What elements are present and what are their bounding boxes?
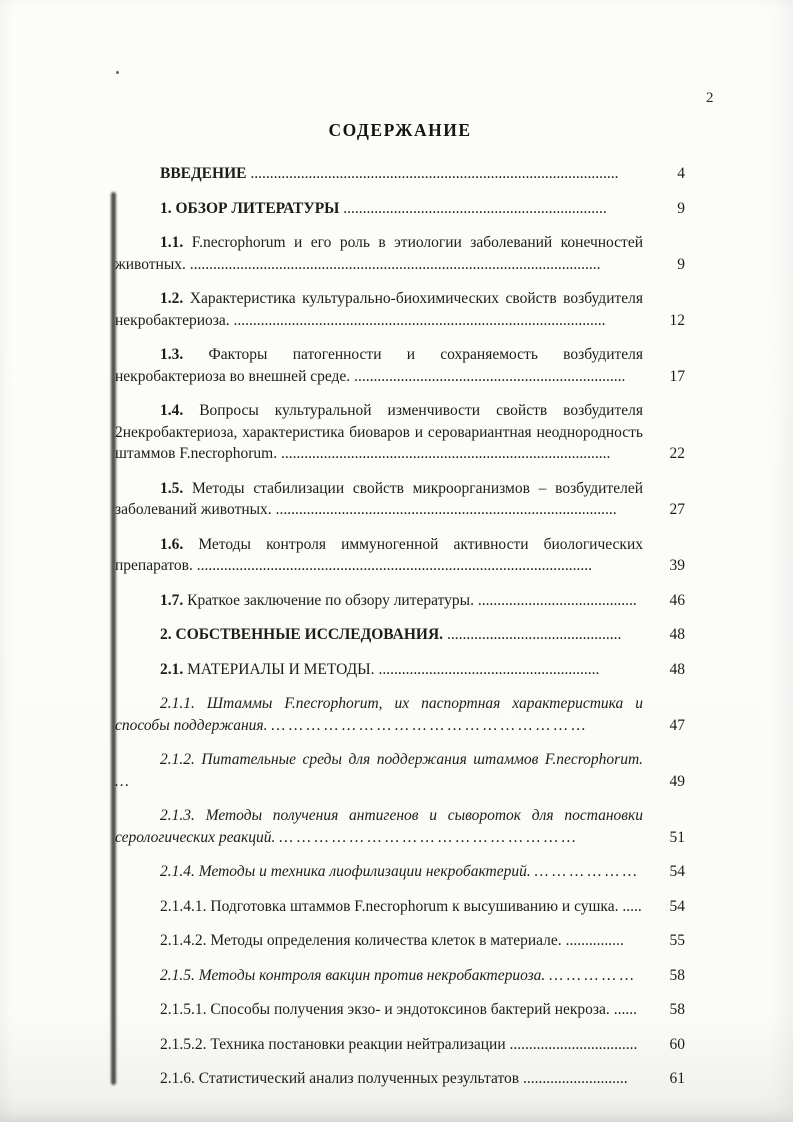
toc-entry-text: Вопросы культуральной изменчивости свойств возбудителя 2некробактериоза, характеристика биоваров и серовариантная неоднородность штаммов F.necrophorum. xyxy=(115,402,643,462)
toc-entry xyxy=(115,400,685,465)
toc-entry xyxy=(115,861,685,883)
toc-entry-number: 2.1.5.2. xyxy=(160,1035,211,1053)
toc-entry-text: F.necrophorum и его роль в этиологии заболеваний конечностей животных. xyxy=(115,234,644,273)
toc-entry-number: 2. xyxy=(160,626,176,643)
toc-entry-text: СОБСТВЕННЫЕ ИССЛЕДОВАНИЯ. xyxy=(175,626,447,643)
toc-entry-number: 1.3. xyxy=(160,346,209,363)
toc-entry-number: 2.1.2. xyxy=(160,751,202,768)
toc-entry-text: Подготовка штаммов F.necrophorum к высушиванию и сушка. xyxy=(210,897,623,915)
toc-entry-page-number: 46 xyxy=(669,591,685,609)
toc-entry-text: МАТЕРИАЛЫ И МЕТОДЫ. xyxy=(187,660,379,678)
toc-entry-leader-dots: ................................................................................................ xyxy=(233,311,606,329)
toc-entry xyxy=(115,590,685,612)
toc-entry-text: Характеристика культурально-биохимических свойств возбудителя некробактериоза. xyxy=(115,290,644,329)
toc-entry-page-number: 51 xyxy=(669,828,685,846)
toc-entry-page-number: 54 xyxy=(669,897,685,915)
toc-entry-text: Методы стабилизации свойств микроорганизмов – возбудителей заболеваний животных. xyxy=(115,479,643,518)
toc-entry-leader-dots: ............................................................................................... xyxy=(250,165,619,182)
toc-entry xyxy=(115,930,685,952)
toc-entry-page-number: 55 xyxy=(669,932,685,949)
toc-entry-leader-dots: … … … … … … … … … … … … … … … … … xyxy=(279,828,576,846)
toc-entry-page-number: 54 xyxy=(669,863,685,880)
toc-entry-leader-dots: ...... xyxy=(613,1001,637,1018)
toc-entry-text: Методы контроля иммуногенной активности биологических препаратов. xyxy=(115,535,643,574)
toc-entry-leader-dots: ........................................................................................ xyxy=(275,501,617,518)
toc-entry-number: 2.1.5. xyxy=(160,966,199,984)
toc-entry xyxy=(115,232,685,275)
toc-entry-page-number: 9 xyxy=(677,199,685,217)
toc-entry-page-number: 49 xyxy=(669,772,685,790)
toc-entry-page-number: 48 xyxy=(669,626,685,643)
toc-entry-page-number: 58 xyxy=(669,966,685,984)
toc-entry xyxy=(115,965,685,987)
toc-entry-number: 1.6. xyxy=(160,535,199,553)
toc-entry-leader-dots: ..... xyxy=(622,897,642,915)
toc-entry-page-number: 4 xyxy=(677,165,685,182)
toc-entry-page-number: 12 xyxy=(669,311,685,329)
toc-entry-leader-dots: .......................................................................................................... xyxy=(189,255,601,273)
toc-entry-leader-dots: ............................................. xyxy=(446,626,622,643)
toc-entry-number: 1.2. xyxy=(160,290,190,307)
toc-entry xyxy=(115,288,685,331)
toc-entry xyxy=(115,999,685,1021)
toc-entry-leader-dots: ...................................................................... xyxy=(354,367,626,385)
toc-entry-number: 1.1. xyxy=(160,234,192,251)
toc-entry-number: 2.1.4.2. xyxy=(160,932,211,949)
toc-entry-text: Факторы патогенности и сохраняемость возбудителя некробактериоза во внешней среде. xyxy=(115,346,644,385)
toc-entry-page-number: 9 xyxy=(677,255,685,273)
toc-entry-text: Краткое заключение по обзору литературы. xyxy=(187,591,478,609)
toc-entry xyxy=(115,749,685,792)
toc-entry-number: 2.1.3. xyxy=(160,807,206,824)
toc-entry-text: Статистический анализ полученных результатов xyxy=(198,1070,523,1087)
toc-entry xyxy=(115,659,685,681)
toc-entry-text: Методы определения количества клеток в материале. xyxy=(210,932,566,949)
toc-entry-page-number: 27 xyxy=(669,501,685,518)
page-number: 2 xyxy=(706,90,714,106)
toc-entry-text: ВВЕДЕНИЕ xyxy=(160,165,251,182)
toc-entry xyxy=(115,693,685,736)
toc-entry-page-number: 58 xyxy=(669,1001,685,1018)
toc-entry-leader-dots: … … … … … xyxy=(549,966,634,984)
toc-entry xyxy=(115,198,685,220)
toc-entry-page-number: 48 xyxy=(669,660,685,678)
page-title: СОДЕРЖАНИЕ xyxy=(328,120,472,140)
toc-entry xyxy=(115,624,685,646)
toc-entry-text: Методы контроля вакцин против некробактериоза. xyxy=(198,966,550,984)
toc-entry-number: 2.1.6. xyxy=(160,1070,199,1087)
toc-entry xyxy=(115,163,685,185)
toc-entry-page-number: 60 xyxy=(669,1035,685,1053)
toc-entry-leader-dots: .................................................................... xyxy=(343,199,607,217)
toc-entry-text: Питательные среды для поддержания штаммов F.necrophorum. xyxy=(201,751,644,768)
toc-entry xyxy=(115,805,685,848)
toc-entry-leader-dots: … … … … … … xyxy=(534,863,637,880)
toc-entry-number: 1. xyxy=(160,199,176,217)
toc-entry-text: Методы и техника лиофилизации некробактерий. xyxy=(198,863,535,880)
toc-entry xyxy=(115,896,685,918)
toc-entry-text: Способы получения экзо- и эндотоксинов бактерий некроза. xyxy=(210,1001,614,1018)
toc-entry-leader-dots: ............... xyxy=(565,932,624,949)
toc-entry-text: ОБЗОР ЛИТЕРАТУРЫ xyxy=(175,199,344,217)
toc-entry-leader-dots: ......................................................... xyxy=(378,660,600,678)
toc-entry-number: 1.7. xyxy=(160,591,188,609)
scan-speck xyxy=(116,71,119,74)
toc-entry-leader-dots: … xyxy=(115,772,129,790)
toc-entry-number: 2.1. xyxy=(160,660,188,678)
toc-entry-number: 1.4. xyxy=(160,402,200,419)
toc-entry-number: 2.1.1. xyxy=(160,695,207,712)
toc-entry-leader-dots: ........................... xyxy=(522,1070,628,1087)
toc-entry-number: 2.1.4. xyxy=(160,863,199,880)
toc-list xyxy=(115,163,685,1090)
toc-entry xyxy=(115,534,685,577)
toc-entry-leader-dots: … … … … … … … … … … … … … … … … … … xyxy=(271,716,586,734)
toc-entry-number: 1.5. xyxy=(160,479,192,497)
toc-entry-page-number: 39 xyxy=(669,557,685,574)
toc-entry-leader-dots: ................................. xyxy=(509,1035,638,1053)
toc-entry-page-number: 47 xyxy=(669,716,685,734)
toc-entry xyxy=(115,344,685,387)
toc-entry-number: 2.1.5.1. xyxy=(160,1001,211,1018)
toc-entry-page-number: 61 xyxy=(669,1070,685,1087)
toc-entry-page-number: 17 xyxy=(669,367,685,385)
toc-entry xyxy=(115,478,685,521)
toc-entry-text: Техника постановки реакции нейтрализации xyxy=(210,1035,510,1053)
toc-entry-leader-dots: ......................................... xyxy=(477,591,637,609)
toc-entry xyxy=(115,1068,685,1090)
toc-entry-text: Штаммы F.necrophorum, их паспортная характеристика и способы поддержания. xyxy=(115,695,644,734)
toc-entry-page-number: 22 xyxy=(669,445,685,462)
toc-entry-number: 2.1.4.1. xyxy=(160,897,211,915)
toc-entry xyxy=(115,1034,685,1056)
toc-entry-leader-dots: ..................................................................................... xyxy=(280,445,611,462)
toc-entry-text: Методы получения антигенов и сывороток для постановки серологических реакций. xyxy=(115,807,644,846)
toc-content xyxy=(115,120,685,1103)
toc-entry-leader-dots: ...................................................................................................... xyxy=(196,557,592,574)
